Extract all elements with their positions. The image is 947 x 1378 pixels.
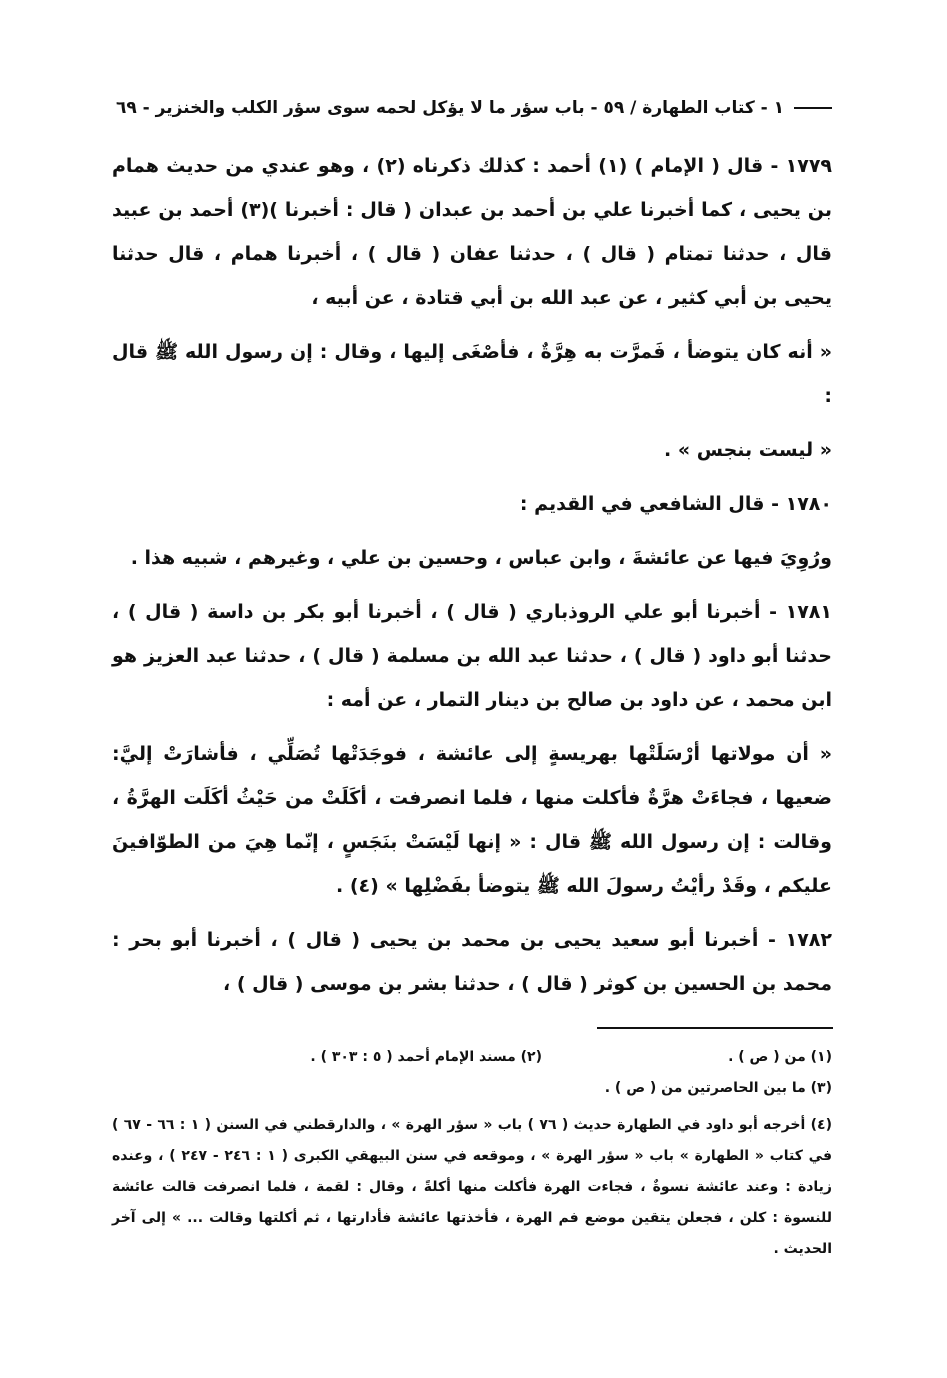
footnotes bbox=[112, 1042, 832, 1265]
hadith-quote-2: « ليست بنجس » . bbox=[663, 439, 832, 461]
footnote-3: (٣) ما بين الحاصرتين من ( ص ) . bbox=[604, 1080, 832, 1096]
hadith-quote-3: « أن مولاتها أرْسَلَتْها بهريسةٍ إلى عائشة ، فوجَدَتْها تُصَلِّي ، فأشارَتْ إليَّ: ضعيها ، فجاءَتْ هرَّةٌ فأكلت منها ، فلما انصرفت ، أكَلَتْ من حَيْثُ أكَلَت الهرَّةُ ، وقالت : إن رسول الله ﷺ قال : « إنها لَيْسَتْ بنَجَسٍ ، إنّما هِيَ من الطوّافينَ عليكم ، وقَدْ رأيْتُ رسولَ الله ﷺ يتوضأ بفَضْلِها » (٤) . bbox=[112, 743, 832, 897]
paragraph-1779: ١٧٧٩ - قال ( الإمام ) (١) أحمد : كذلك ذكرناه (٢) ، وهو عندي من حديث همام بن يحيى ، كما أخبرنا علي بن أحمد بن عبدان ( قال : أخبرنا )(٣) أحمد بن عبيد قال ، حدثنا تمتام ( قال ) ، حدثنا عفان ( قال ) ، أخبرنا همام ، قال حدثنا يحيى بن أبي كثير ، عن عبد الله بن أبي قتادة ، عن أبيه ، bbox=[112, 155, 833, 309]
header-text: ١ - كتاب الطهارة / ٥٩ - باب سؤر ما لا يؤكل لحمه سوى سؤر الكلب والخنزير - ٦٩ bbox=[115, 98, 784, 118]
footnote-separator bbox=[597, 1027, 833, 1029]
paragraph-narrations: ورُوِيَ فيها عن عائشةَ ، وابن عباس ، وحسين بن علي ، وغيرهم ، شبيه هذا . bbox=[130, 547, 832, 569]
paragraph-1781: ١٧٨١ - أخبرنا أبو علي الروذباري ( قال ) ، أخبرنا أبو بكر بن داسة ( قال ) ، حدثنا أبو داود ( قال ) ، حدثنا عبد الله بن مسلمة ( قال ) ، حدثنا عبد العزيز هو ابن محمد ، عن داود بن صالح بن دينار التمار ، عن أمه : bbox=[112, 601, 832, 711]
footnote-4: (٤) أخرجه أبو داود في الطهارة حديث ( ٧٦ ) باب « سؤر الهرة » ، والدارقطني في السنن ( ١ : ٦٦ - ٦٧ ) في كتاب « الطهارة » باب « سؤر الهرة » ، وموقعه في سنن البيهقي الكبرى ( ١ : ٢٤٦ - ٢٤٧ ) ، وعنده زيادة : وعند عائشة نسوةٌ ، فجاءت الهرة فأكلت منها أكلةً ، وقال : لقمة ، فلما انصرفت قالت عائشة للنسوة : كلن ، فجعلن يتقين موضع فم الهرة ، فأخذتها عائشة فأدارتها ، ثم أكلتها وقالت ... » إلى آخر الحديث . bbox=[112, 1117, 832, 1257]
main-text bbox=[112, 144, 832, 1016]
footnote-2: (٢) مسند الإمام أحمد ( ٥ : ٣٠٣ ) . bbox=[310, 1049, 542, 1065]
header-rule bbox=[794, 107, 832, 109]
footnote-1: (١) من ( ص ) . bbox=[728, 1049, 832, 1065]
footnote-row-1 bbox=[112, 1042, 832, 1073]
hadith-quote-1: « أنه كان يتوضأ ، فَمرَّت به هِرَّةٌ ، فأصْغَى إليها ، وقال : إن رسول الله ﷺ قال : bbox=[112, 341, 832, 407]
paragraph-1782: ١٧٨٢ - أخبرنا أبو سعيد يحيى بن محمد بن يحيى ( قال ) ، أخبرنا أبو بحر : محمد بن الحسين بن كوثر ( قال ) ، حدثنا بشر بن موسى ( قال ) ، bbox=[112, 929, 832, 995]
paragraph-1780: ١٧٨٠ - قال الشافعي في القديم : bbox=[519, 493, 832, 515]
running-header bbox=[112, 90, 832, 126]
